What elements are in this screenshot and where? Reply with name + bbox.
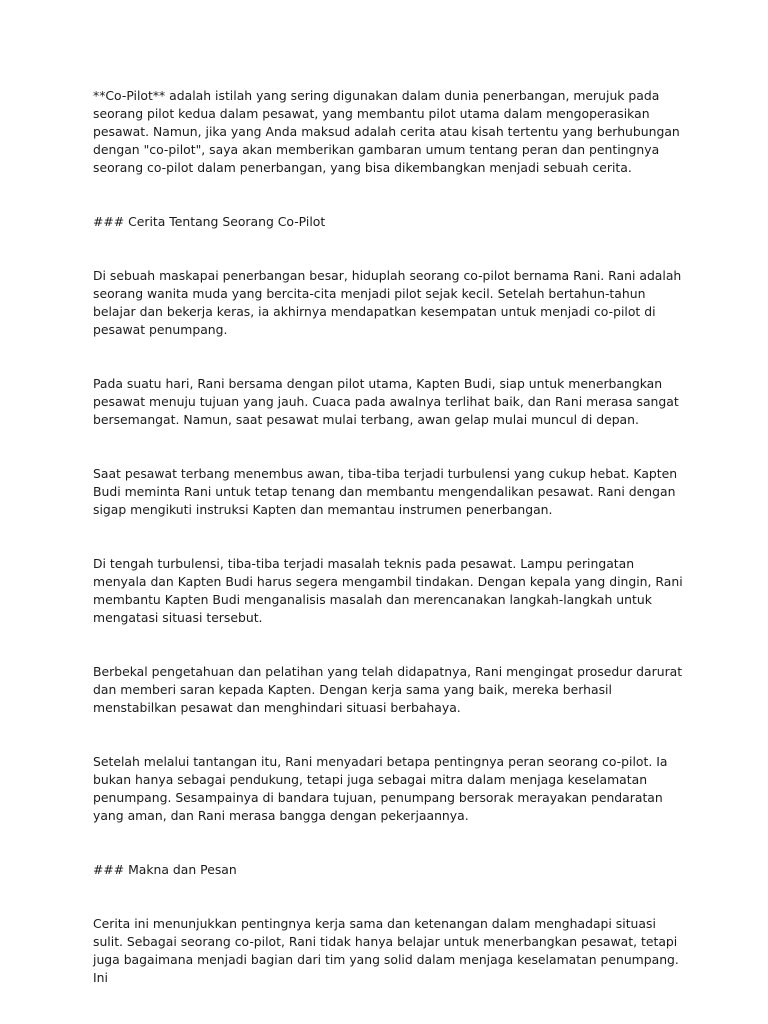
paragraph-story-6: Setelah melalui tantangan itu, Rani menyadari betapa pentingnya peran seorang co-pilot. Ia bukan hanya sebagai pendukung, tetapi juga sebagai mitra dalam menjaga keselamatan penumpang. Sesampainya di bandara tujuan, penumpang bersorak merayakan pendaratan yang aman, dan Rani merasa bangga dengan pekerjaannya. [93, 754, 668, 823]
paragraph-story-5: Berbekal pengetahuan dan pelatihan yang telah didapatnya, Rani mengingat prosedur darurat dan memberi saran kepada Kapten. Dengan kerja sama yang baik, mereka berhasil menstabilkan pesawat dan menghindari situasi berbahaya. [93, 664, 683, 715]
paragraph-story-4: Di tengah turbulensi, tiba-tiba terjadi masalah teknis pada pesawat. Lampu peringatan menyala dan Kapten Budi harus segera mengambil tindakan. Dengan kepala yang dingin, Rani membantu Kapten Budi menganalisis masalah dan merencanakan langkah-langkah untuk mengatasi situasi tersebut. [93, 556, 683, 625]
heading-meaning: ### Makna dan Pesan [93, 862, 237, 877]
paragraph-story-2: Pada suatu hari, Rani bersama dengan pilot utama, Kapten Budi, siap untuk menerbangkan pesawat menuju tujuan yang jauh. Cuaca pada awalnya terlihat baik, dan Rani merasa sangat bersemangat. Namun, saat pesawat mulai terbang, awan gelap mulai muncul di depan. [93, 376, 679, 427]
paragraph-meaning: Cerita ini menunjukkan pentingnya kerja sama dan ketenangan dalam menghadapi situasi sulit. Sebagai seorang co-pilot, Rani tidak hanya belajar untuk menerbangkan pesawat, tetapi juga bagaimana menjadi bagian dari tim yang solid dalam menjaga keselamatan penumpang. Ini [93, 916, 679, 985]
paragraph-intro: **Co-Pilot** adalah istilah yang sering digunakan dalam dunia penerbangan, merujuk pada seorang pilot kedua dalam pesawat, yang membantu pilot utama dalam mengoperasikan pesawat. Namun, jika yang Anda maksud adalah cerita atau kisah tertentu yang berhubungan dengan "co-pilot", saya akan memberikan gambaran umum tentang peran dan pentingnya seorang co-pilot dalam penerbangan, yang bisa dikembangkan menjadi sebuah cerita. [93, 88, 680, 175]
heading-story: ### Cerita Tentang Seorang Co-Pilot [93, 214, 326, 229]
document-body [93, 87, 683, 987]
paragraph-story-1: Di sebuah maskapai penerbangan besar, hiduplah seorang co-pilot bernama Rani. Rani adalah seorang wanita muda yang bercita-cita menjadi pilot sejak kecil. Setelah bertahun-tahun belajar dan bekerja keras, ia akhirnya mendapatkan kesempatan untuk menjadi co-pilot di pesawat penumpang. [93, 268, 682, 337]
paragraph-story-3: Saat pesawat terbang menembus awan, tiba-tiba terjadi turbulensi yang cukup hebat. Kapten Budi meminta Rani untuk tetap tenang dan membantu mengendalikan pesawat. Rani dengan sigap mengikuti instruksi Kapten dan memantau instrumen penerbangan. [93, 466, 678, 517]
